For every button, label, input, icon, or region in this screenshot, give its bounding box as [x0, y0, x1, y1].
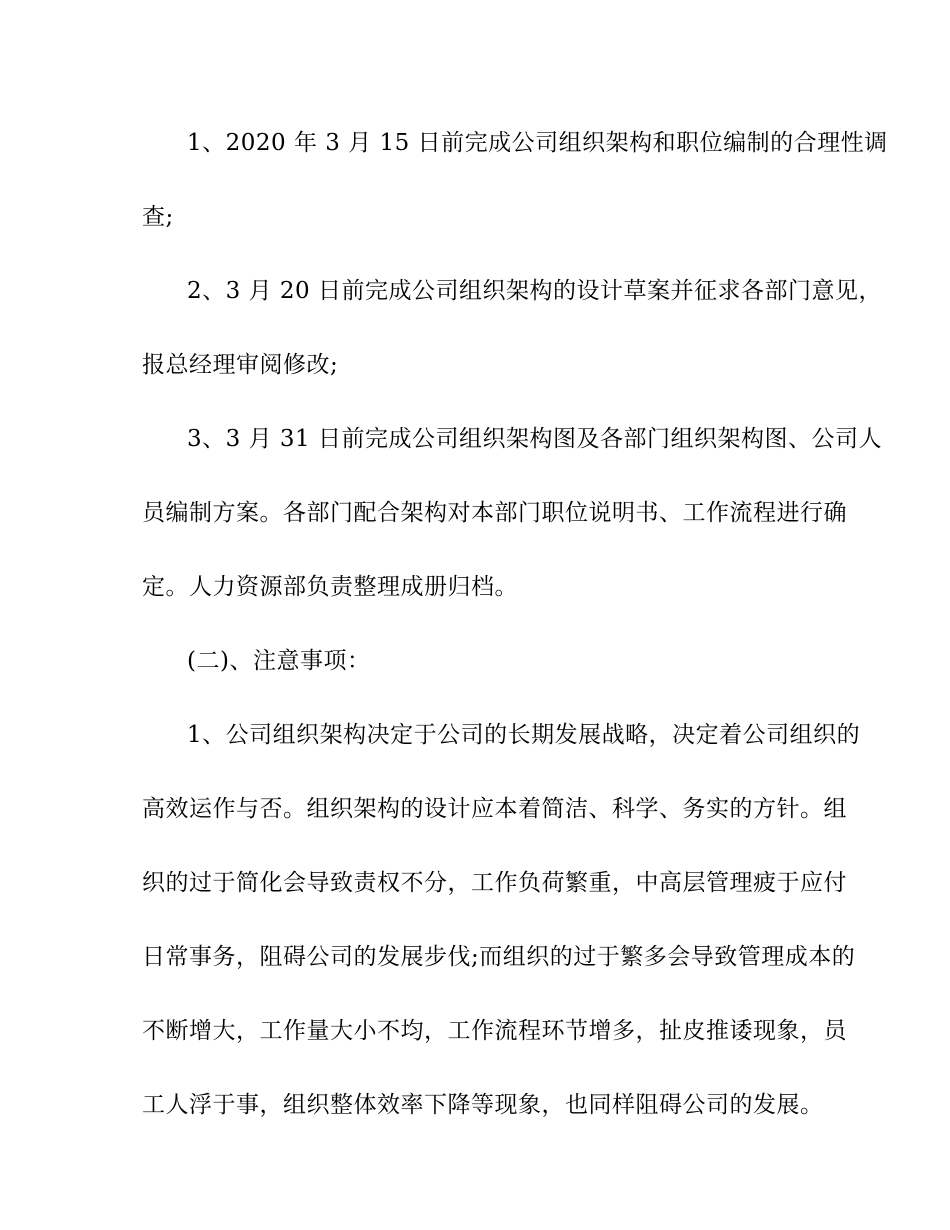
paragraph-line: 织的过于简化会导致责权不分，工作负荷繁重，中高层管理疲于应付: [142, 870, 847, 896]
paragraph-line: 员编制方案。各部门配合架构对本部门职位说明书、工作流程进行确: [142, 500, 847, 526]
paragraph-line: 3、3 月 31 日前完成公司组织架构图及各部门组织架构图、公司人: [187, 426, 882, 452]
paragraph-line: 查;: [142, 204, 174, 230]
paragraph-line: 2、3 月 20 日前完成公司组织架构的设计草案并征求各部门意见，: [187, 278, 882, 304]
paragraph-line: 1、公司组织架构决定于公司的长期发展战略，决定着公司组织的: [187, 722, 861, 748]
paragraph-line: 1、2020 年 3 月 15 日前完成公司组织架构和职位编制的合理性调: [187, 130, 888, 156]
paragraph-line: 定。人力资源部负责整理成册归档。: [142, 574, 518, 600]
paragraph-line: 工人浮于事，组织整体效率下降等现象，也同样阻碍公司的发展。: [142, 1092, 824, 1118]
section-heading: (二)、注意事项：: [187, 648, 371, 674]
paragraph-line: 报总经理审阅修改;: [142, 352, 339, 378]
paragraph-line: 不断增大，工作量大小不均，工作流程环节增多，扯皮推诿现象，员: [142, 1018, 847, 1044]
paragraph-line: 高效运作与否。组织架构的设计应本着简洁、科学、务实的方针。组: [142, 796, 847, 822]
paragraph-line: 日常事务，阻碍公司的发展步伐;而组织的过于繁多会导致管理成本的: [142, 944, 856, 970]
